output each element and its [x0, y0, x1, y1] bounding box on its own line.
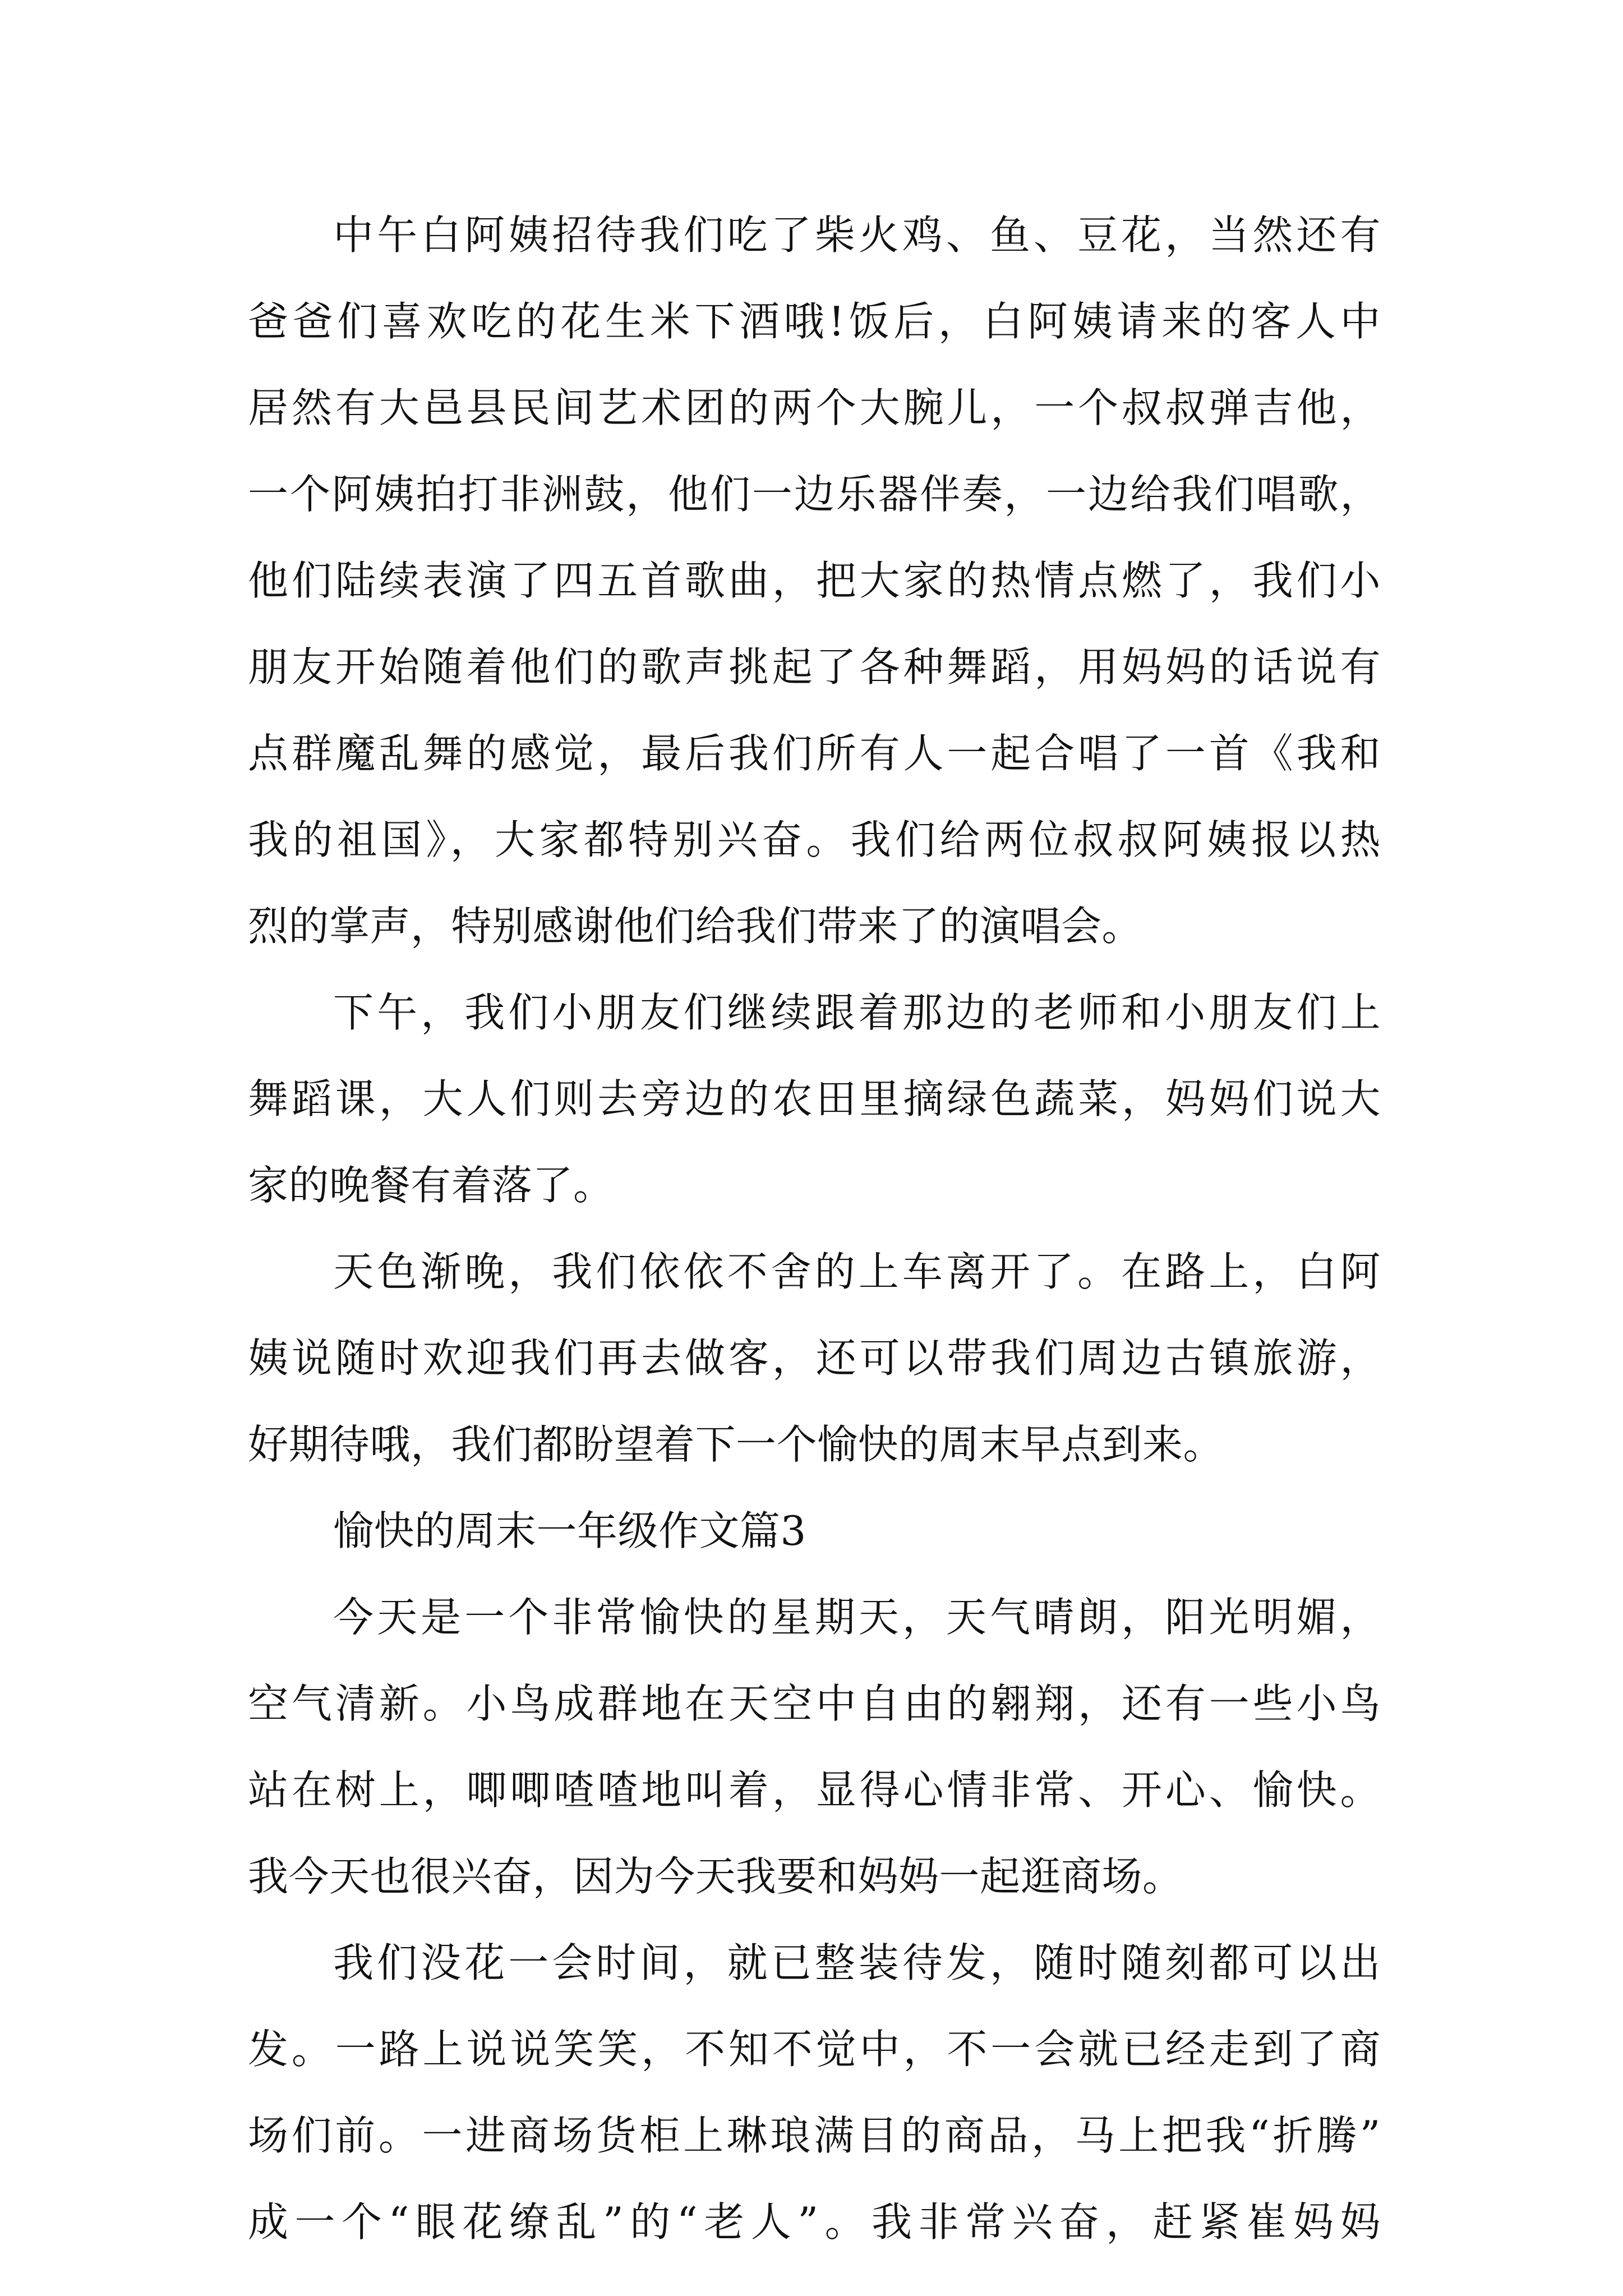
document-body: [248, 192, 1381, 2265]
text-line: 他们陆续表演了四五首歌曲，把大家的热情点燃了，我们小: [248, 557, 1381, 604]
text-line: 舞蹈课，大人们则去旁边的农田里摘绿色蔬菜，妈妈们说大: [248, 1075, 1381, 1122]
text-line: 中午白阿姨招待我们吃了柴火鸡、鱼、豆花，当然还有: [333, 211, 1381, 259]
text-line: 姨说随时欢迎我们再去做客，还可以带我们周边古镇旅游，: [248, 1335, 1381, 1382]
text-line: 朋友开始随着他们的歌声挑起了各种舞蹈，用妈妈的话说有: [248, 643, 1381, 691]
text-line: 站在树上，唧唧喳喳地叫着，显得心情非常、开心、愉快。: [248, 1766, 1381, 1814]
text-line: 我们没花一会时间，就已整装待发，随时随刻都可以出: [333, 1939, 1381, 1986]
text-line: 场们前。一进商场货柜上琳琅满目的商品，马上把我“折腾”: [248, 2112, 1381, 2159]
text-line: 好期待哦，我们都盼望着下一个愉快的周末早点到来。: [248, 1421, 1224, 1468]
text-line: 发。一路上说说笑笑，不知不觉中，不一会就已经走到了商: [248, 2026, 1381, 2073]
text-line: 家的晚餐有着落了。: [248, 1162, 614, 1209]
text-line: 一个阿姨拍打非洲鼓，他们一边乐器伴奏，一边给我们唱歌，: [248, 471, 1381, 518]
text-line: 今天是一个非常愉快的星期天，天气晴朗，阳光明媚，: [333, 1594, 1381, 1641]
text-line: 点群魔乱舞的感觉，最后我们所有人一起合唱了一首《我和: [248, 730, 1381, 777]
text-line: 成一个“眼花缭乱”的“老人”。我非常兴奋，赶紧崔妈妈: [248, 2198, 1381, 2246]
text-line: 空气清新。小鸟成群地在天空中自由的翱翔，还有一些小鸟: [248, 1680, 1381, 1727]
text-line: 爸爸们喜欢吃的花生米下酒哦!饭后，白阿姨请来的客人中: [248, 298, 1381, 345]
text-line: 我今天也很兴奋，因为今天我要和妈妈一起逛商场。: [248, 1853, 1183, 1900]
text-line: 烈的掌声，特别感谢他们给我们带来了的演唱会。: [248, 903, 1143, 950]
section-heading: 愉快的周末一年级作文篇3: [333, 1507, 806, 1554]
text-line: 我的祖国》，大家都特别兴奋。我们给两位叔叔阿姨报以热: [248, 816, 1381, 863]
text-line: 天色渐晚，我们依依不舍的上车离开了。在路上，白阿: [333, 1248, 1381, 1295]
text-line: 下午，我们小朋友们继续跟着那边的老师和小朋友们上: [333, 989, 1381, 1036]
text-line: 居然有大邑县民间艺术团的两个大腕儿，一个叔叔弹吉他，: [248, 384, 1381, 431]
